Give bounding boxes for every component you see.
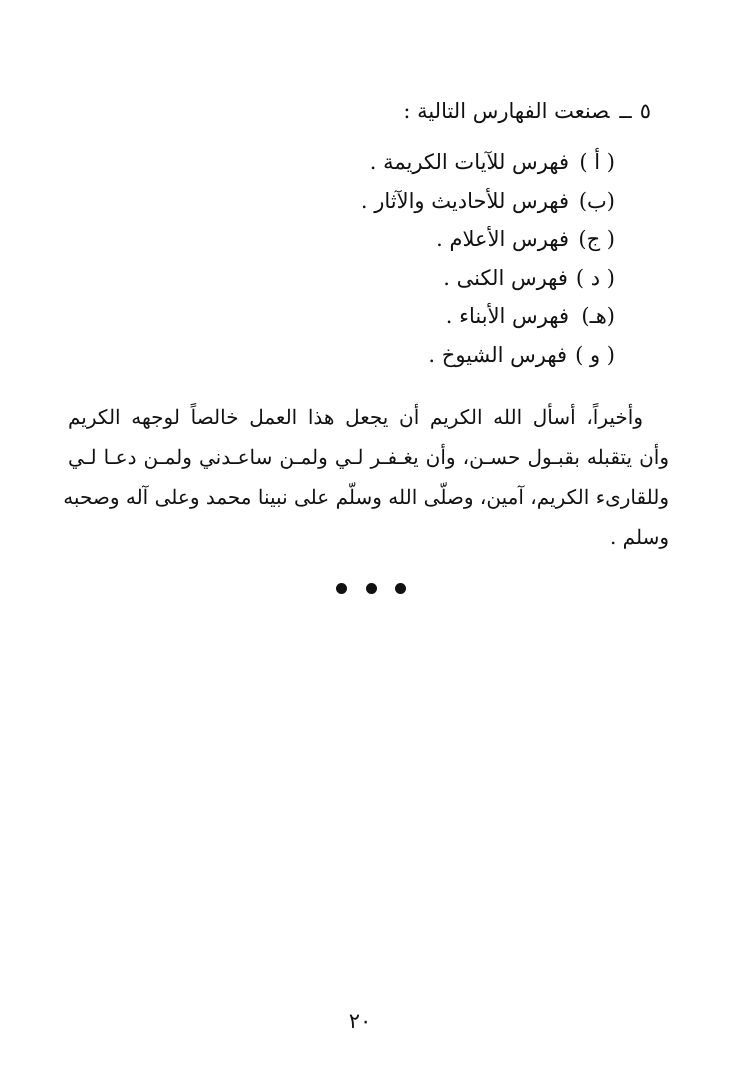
section-dash: ــ: [619, 99, 632, 123]
list-item-marker: ( و ): [575, 342, 615, 367]
list-item: [361, 259, 615, 298]
list-item-marker: ( د ): [575, 265, 615, 290]
ornament-dot-icon: [395, 583, 406, 594]
section-divider-ornament: [336, 580, 406, 596]
index-list: [361, 143, 615, 375]
list-item-label: فهرس الأعلام .: [436, 227, 569, 252]
paragraph-line: وللقارىء الكريم، آمين، وصلّى الله وسلّم على نبينا محمد وعلى آله وصحبه: [63, 485, 669, 509]
ornament-dot-icon: [336, 583, 347, 594]
section-number: ٥: [639, 99, 651, 123]
list-item-label: فهرس للأحاديث والآثار .: [360, 188, 569, 213]
page-number: ٢٠: [348, 1009, 372, 1033]
closing-paragraph: [63, 397, 669, 557]
paragraph-line: وأخيراً، أسأل الله الكريم أن يجعل هذا العمل خالصاً لوجهه الكريم: [68, 405, 643, 429]
list-item-marker: ( أ ): [579, 150, 615, 174]
list-item-marker: (هـ): [581, 304, 615, 329]
section-heading: [403, 96, 651, 126]
list-item-label: فهرس الأبناء .: [445, 304, 569, 329]
section-title: صنعت الفهارس التالية :: [403, 99, 610, 123]
list-item: [361, 336, 615, 375]
list-item-label: فهرس للآيات الكريمة .: [369, 150, 569, 174]
list-item-marker: ( ج): [578, 227, 615, 252]
list-item: [361, 182, 615, 221]
ornament-dot-icon: [366, 583, 377, 594]
list-item-marker: (ب): [578, 188, 615, 213]
list-item-label: فهرس الكنى .: [443, 265, 568, 290]
list-item: [361, 220, 615, 259]
list-item: [361, 297, 615, 336]
list-item-label: فهرس الشيوخ .: [428, 342, 568, 367]
list-item: [361, 143, 615, 182]
paragraph-line: وسلم .: [609, 525, 669, 549]
paragraph-line: وأن يتقبله بقبـول حسـن، وأن يغـفـر لـي ولمـن ساعـدني ولمـن دعـا لـي: [68, 445, 669, 469]
